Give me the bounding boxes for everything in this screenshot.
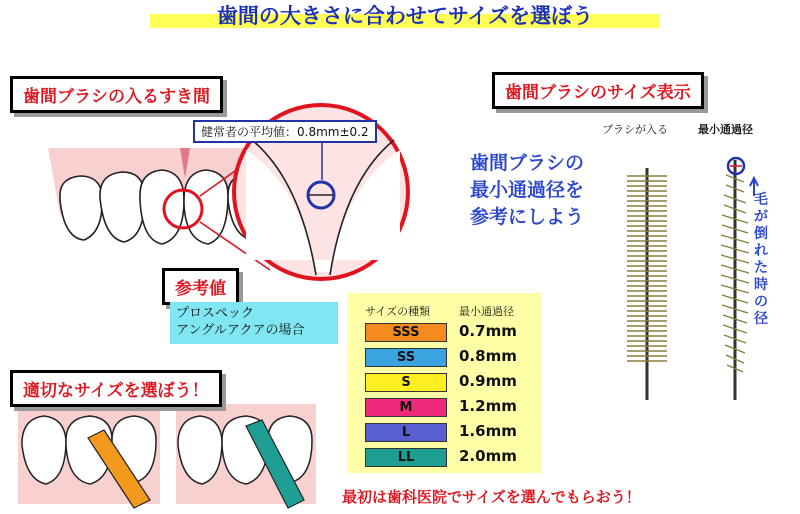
vertical-note: 毛が倒れた時の径: [754, 192, 768, 327]
reference-product-note: [170, 302, 338, 344]
brush-label-enter: ブラシが入る: [602, 123, 668, 136]
size-value: 0.7mm: [459, 322, 517, 340]
title-text: 歯間の大きさに合わせてサイズを選ぼう: [216, 4, 594, 28]
interdental-brush-straight: [627, 168, 667, 400]
bottom-note: 最初は歯科医院でサイズを選んでもらおう！: [342, 488, 641, 506]
label-reference: 参考値: [162, 268, 239, 305]
label-gap: 歯間ブラシの入るすき間: [10, 76, 223, 113]
teeth-bottom-left: [22, 416, 156, 484]
reference-product-line: アングルアクアの場合: [176, 323, 305, 338]
measure-label: 健常者の平均値：0.8mm±0.2: [193, 120, 377, 143]
label-choose: 適切なサイズを選ぼう！: [10, 370, 222, 407]
side-note-line: 最小通過径を: [470, 179, 585, 201]
side-note-line: 歯間ブラシの: [470, 152, 585, 174]
size-value: 0.8mm: [459, 347, 517, 365]
size-table: [347, 293, 542, 473]
side-note-line: 参考にしよう: [470, 206, 585, 228]
side-note: [470, 150, 584, 231]
size-value: 1.6mm: [459, 422, 517, 440]
reference-product-line: プロスペック: [176, 306, 255, 321]
size-chip: SSS: [365, 323, 447, 342]
size-value: 0.9mm: [459, 372, 517, 390]
table-header-diameter: 最小通過径: [459, 305, 514, 318]
interdental-brush-bent: [721, 158, 758, 400]
label-size-display: 歯間ブラシのサイズ表示: [492, 72, 704, 109]
size-value: 1.2mm: [459, 397, 517, 415]
brush-label-min-diameter: 最小通過径: [698, 123, 753, 136]
size-chip: L: [365, 423, 447, 442]
size-chip: S: [365, 373, 447, 392]
table-header-type: サイズの種類: [365, 305, 431, 318]
size-chip: M: [365, 398, 447, 417]
size-chip: SS: [365, 348, 447, 367]
size-value: 2.0mm: [459, 447, 517, 465]
size-chip: LL: [365, 448, 447, 467]
teeth-bottom-right: [178, 416, 312, 484]
